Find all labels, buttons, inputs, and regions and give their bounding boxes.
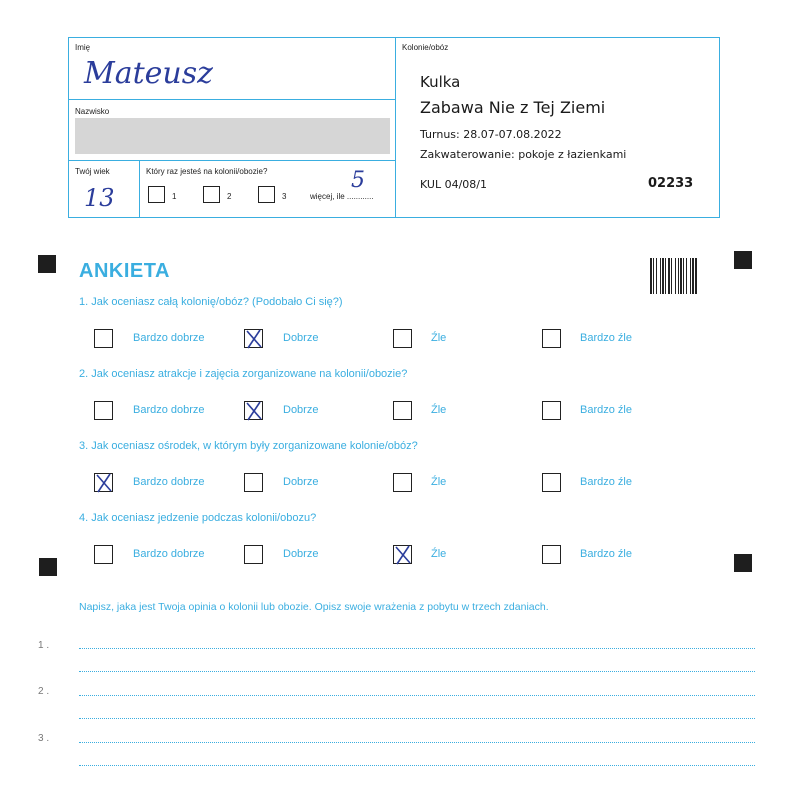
question-3-very-bad-label: Bardzo źle — [580, 476, 632, 488]
question-3-very-good-label: Bardzo dobrze — [133, 476, 205, 488]
question-1-text: 1. Jak oceniasz całą kolonię/obóz? (Podobało Ci się?) — [79, 296, 343, 308]
question-2-very-bad-label: Bardzo źle — [580, 404, 632, 416]
handwritten-x-mark — [392, 543, 414, 567]
question-2-very-good-label: Bardzo dobrze — [133, 404, 205, 416]
answer-line[interactable] — [79, 648, 755, 649]
survey-title: ANKIETA — [79, 260, 170, 282]
question-2-bad-label: Źle — [431, 404, 447, 416]
question-1-very-good-checkbox[interactable] — [94, 329, 113, 348]
registration-marker-top-right — [734, 251, 752, 269]
question-1-good-checkbox[interactable] — [244, 329, 263, 348]
question-3-bad-checkbox[interactable] — [393, 473, 412, 492]
times-option-1-checkbox[interactable] — [148, 186, 165, 203]
camp-accommodation: Zakwaterowanie: pokoje z łazienkami — [420, 148, 627, 161]
question-4-good-checkbox[interactable] — [244, 545, 263, 564]
camp-code: KUL 04/08/1 — [420, 178, 487, 191]
answer-line[interactable] — [79, 671, 755, 672]
question-1-good-label: Dobrze — [283, 332, 319, 344]
line-number-1: 1 . — [38, 640, 50, 651]
camp-number: 02233 — [648, 176, 694, 191]
question-4-very-good-checkbox[interactable] — [94, 545, 113, 564]
times-option-2-checkbox[interactable] — [203, 186, 220, 203]
answer-line[interactable] — [79, 742, 755, 743]
age-label: Twój wiek — [75, 167, 110, 176]
question-1-bad-label: Źle — [431, 332, 447, 344]
opinion-prompt: Napisz, jaka jest Twoja opinia o kolonii lub obozie. Opisz swoje wrażenia z pobytu w trzech zdaniach. — [79, 601, 549, 613]
question-2-good-label: Dobrze — [283, 404, 319, 416]
camp-name: Kulka — [420, 73, 461, 91]
registration-marker-bottom-left — [39, 558, 57, 576]
camp-title: Zabawa Nie z Tej Ziemi — [420, 98, 606, 117]
question-4-text: 4. Jak oceniasz jedzenie podczas kolonii/obozu? — [79, 512, 317, 524]
question-4-very-bad-label: Bardzo źle — [580, 548, 632, 560]
registration-marker-top-left — [38, 255, 56, 273]
question-1-very-bad-checkbox[interactable] — [542, 329, 561, 348]
times-option-3-label: 3 — [282, 192, 287, 201]
question-3-text: 3. Jak oceniasz ośrodek, w którym były zorganizowane kolonie/obóz? — [79, 440, 418, 452]
camp-label: Kolonie/obóz — [402, 43, 449, 52]
question-3-good-checkbox[interactable] — [244, 473, 263, 492]
question-4-good-label: Dobrze — [283, 548, 319, 560]
camp-turnus: Turnus: 28.07-07.08.2022 — [420, 128, 562, 141]
line-number-3: 3 . — [38, 733, 50, 744]
question-2-bad-checkbox[interactable] — [393, 401, 412, 420]
question-2-very-good-checkbox[interactable] — [94, 401, 113, 420]
registration-marker-bottom-right — [734, 554, 752, 572]
times-option-3-checkbox[interactable] — [258, 186, 275, 203]
surname-redacted-field[interactable] — [75, 118, 390, 154]
line-number-2: 2 . — [38, 686, 50, 697]
times-label: Który raz jesteś na kolonii/obozie? — [146, 167, 268, 176]
handwritten-x-mark — [93, 471, 115, 495]
surname-label: Nazwisko — [75, 107, 110, 116]
question-3-bad-label: Źle — [431, 476, 447, 488]
name-label: Imię — [75, 43, 91, 52]
question-1-very-good-label: Bardzo dobrze — [133, 332, 205, 344]
times-more-label: więcej, ile ............ — [310, 192, 374, 201]
question-2-text: 2. Jak oceniasz atrakcje i zajęcia zorganizowane na kolonii/obozie? — [79, 368, 408, 380]
question-3-very-good-checkbox[interactable] — [94, 473, 113, 492]
question-4-very-bad-checkbox[interactable] — [542, 545, 561, 564]
question-2-good-checkbox[interactable] — [244, 401, 263, 420]
answer-line[interactable] — [79, 718, 755, 719]
age-handwritten-value[interactable]: 13 — [84, 184, 115, 212]
question-4-bad-label: Źle — [431, 548, 447, 560]
question-1-very-bad-label: Bardzo źle — [580, 332, 632, 344]
answer-line[interactable] — [79, 765, 755, 766]
times-option-1-label: 1 — [172, 192, 177, 201]
question-1-bad-checkbox[interactable] — [393, 329, 412, 348]
name-handwritten-value[interactable]: Mateusz — [84, 56, 213, 91]
question-3-good-label: Dobrze — [283, 476, 319, 488]
times-more-handwritten-value[interactable]: 5 — [351, 168, 365, 193]
barcode-icon — [650, 258, 704, 294]
handwritten-x-mark — [243, 327, 265, 351]
question-3-very-bad-checkbox[interactable] — [542, 473, 561, 492]
answer-line[interactable] — [79, 695, 755, 696]
question-4-bad-checkbox[interactable] — [393, 545, 412, 564]
question-4-very-good-label: Bardzo dobrze — [133, 548, 205, 560]
question-2-very-bad-checkbox[interactable] — [542, 401, 561, 420]
handwritten-x-mark — [243, 399, 265, 423]
times-option-2-label: 2 — [227, 192, 232, 201]
